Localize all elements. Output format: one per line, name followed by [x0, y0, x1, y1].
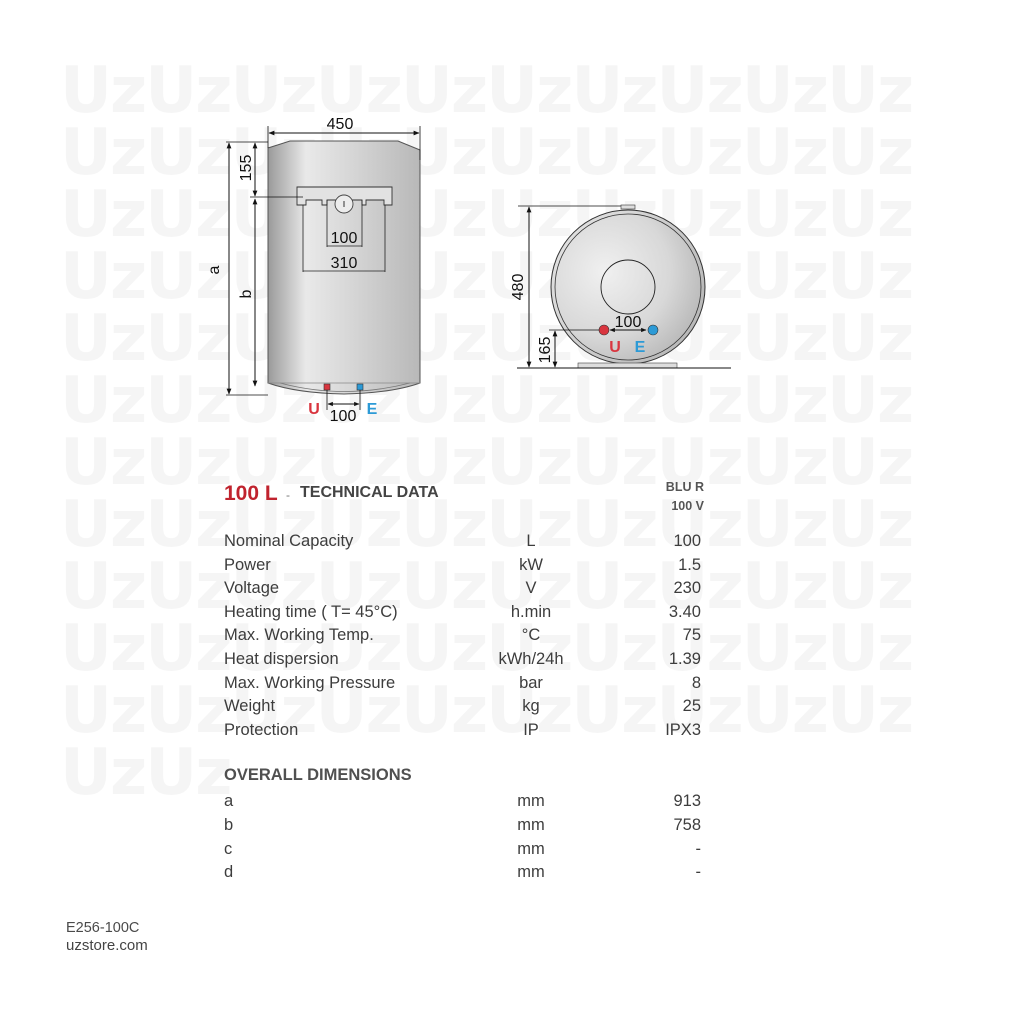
dimension-unit: mm [517, 792, 545, 811]
spec-row [224, 697, 704, 721]
spec-value: 8 [691, 673, 701, 692]
spec-name: Heating time ( T= 45°C) [224, 602, 398, 621]
spec-unit: bar [519, 673, 543, 692]
top-offset-label: 155 [238, 154, 255, 182]
inlet-pipe-icon [324, 384, 330, 390]
spec-value: 1.39 [668, 649, 701, 668]
spec-row [224, 721, 704, 745]
spec-row [224, 579, 704, 603]
side-inlet-pipe-icon [599, 325, 609, 335]
spec-value: 3.40 [668, 602, 701, 621]
section-title: TECHNICAL DATA [300, 484, 439, 501]
spec-row [224, 626, 704, 650]
dimension-row [224, 863, 704, 887]
spec-name: Power [224, 555, 271, 574]
capacity-title: 100 L [224, 482, 278, 505]
dim-b-label: b [238, 289, 255, 299]
spec-name: Weight [224, 697, 276, 716]
spec-unit: kW [519, 555, 543, 574]
spec-value: IPX3 [665, 720, 701, 739]
bracket-inner-label: 100 [330, 230, 358, 247]
footer [66, 920, 148, 954]
width-label: 450 [326, 116, 354, 133]
pipe-height-label: 165 [537, 336, 554, 364]
spec-value: 100 [673, 532, 701, 550]
spec-value: 25 [682, 697, 701, 716]
front-inlet-label: U [308, 401, 320, 418]
spec-row [224, 650, 704, 674]
spec-value: 1.5 [678, 555, 701, 574]
side-outlet-pipe-icon [648, 325, 658, 335]
dimension-row [224, 816, 704, 840]
outlet-pipe-icon [357, 384, 363, 390]
spec-unit: °C [521, 626, 541, 645]
dimension-value: - [695, 839, 701, 858]
side-pipe-spacing-label: 100 [614, 314, 642, 331]
dimension-row [224, 792, 704, 816]
front-view [206, 116, 420, 425]
bracket-outer-label: 310 [330, 255, 358, 272]
dimension-row [224, 840, 704, 864]
model-line-2: 100 V [671, 499, 704, 513]
spec-header [224, 478, 704, 530]
dimension-unit: mm [517, 815, 545, 834]
front-pipe-spacing-label: 100 [329, 408, 357, 425]
spec-name: Protection [224, 720, 299, 739]
title-separator: - [286, 488, 290, 502]
depth-label: 480 [510, 273, 527, 301]
spec-unit: L [526, 532, 536, 550]
spec-row [224, 532, 704, 556]
front-outlet-label: E [366, 401, 378, 418]
dimensions-table [224, 792, 704, 886]
model-line-1: BLU R [665, 480, 704, 494]
side-outlet-label: E [634, 339, 646, 356]
spec-row [224, 674, 704, 698]
spec-unit: kWh/24h [498, 649, 564, 668]
spec-unit: V [525, 579, 537, 598]
technical-data-section [224, 478, 704, 887]
spec-name: Heat dispersion [224, 649, 339, 668]
spec-row [224, 603, 704, 627]
dimension-name: c [224, 839, 233, 858]
spec-name: Nominal Capacity [224, 532, 354, 550]
dimension-value: - [695, 863, 701, 882]
spec-name: Max. Working Temp. [224, 626, 374, 645]
spec-unit: kg [522, 697, 540, 716]
dimension-value: 758 [673, 815, 701, 834]
spec-name: Max. Working Pressure [224, 673, 396, 692]
spec-name: Voltage [224, 579, 280, 598]
technical-drawing [0, 0, 1023, 470]
dimension-unit: mm [517, 863, 545, 882]
dimension-unit: mm [517, 839, 545, 858]
model-label [666, 478, 704, 516]
side-inlet-label: U [609, 339, 621, 356]
spec-unit: h.min [510, 602, 552, 621]
dimension-value: 913 [673, 792, 701, 811]
spec-value: 230 [673, 579, 701, 598]
website-link[interactable]: uzstore.com [66, 937, 148, 954]
spec-row [224, 556, 704, 580]
spec-table [224, 532, 704, 744]
dimension-name: d [224, 863, 234, 882]
product-code: E256-100C [66, 920, 140, 936]
dimension-name: a [224, 792, 234, 811]
dim-a-label: a [206, 265, 223, 275]
dimensions-title: OVERALL DIMENSIONS [224, 766, 412, 785]
dimension-name: b [224, 815, 234, 834]
spec-unit: IP [523, 720, 539, 739]
side-view [510, 205, 731, 368]
spec-value: 75 [682, 626, 701, 645]
